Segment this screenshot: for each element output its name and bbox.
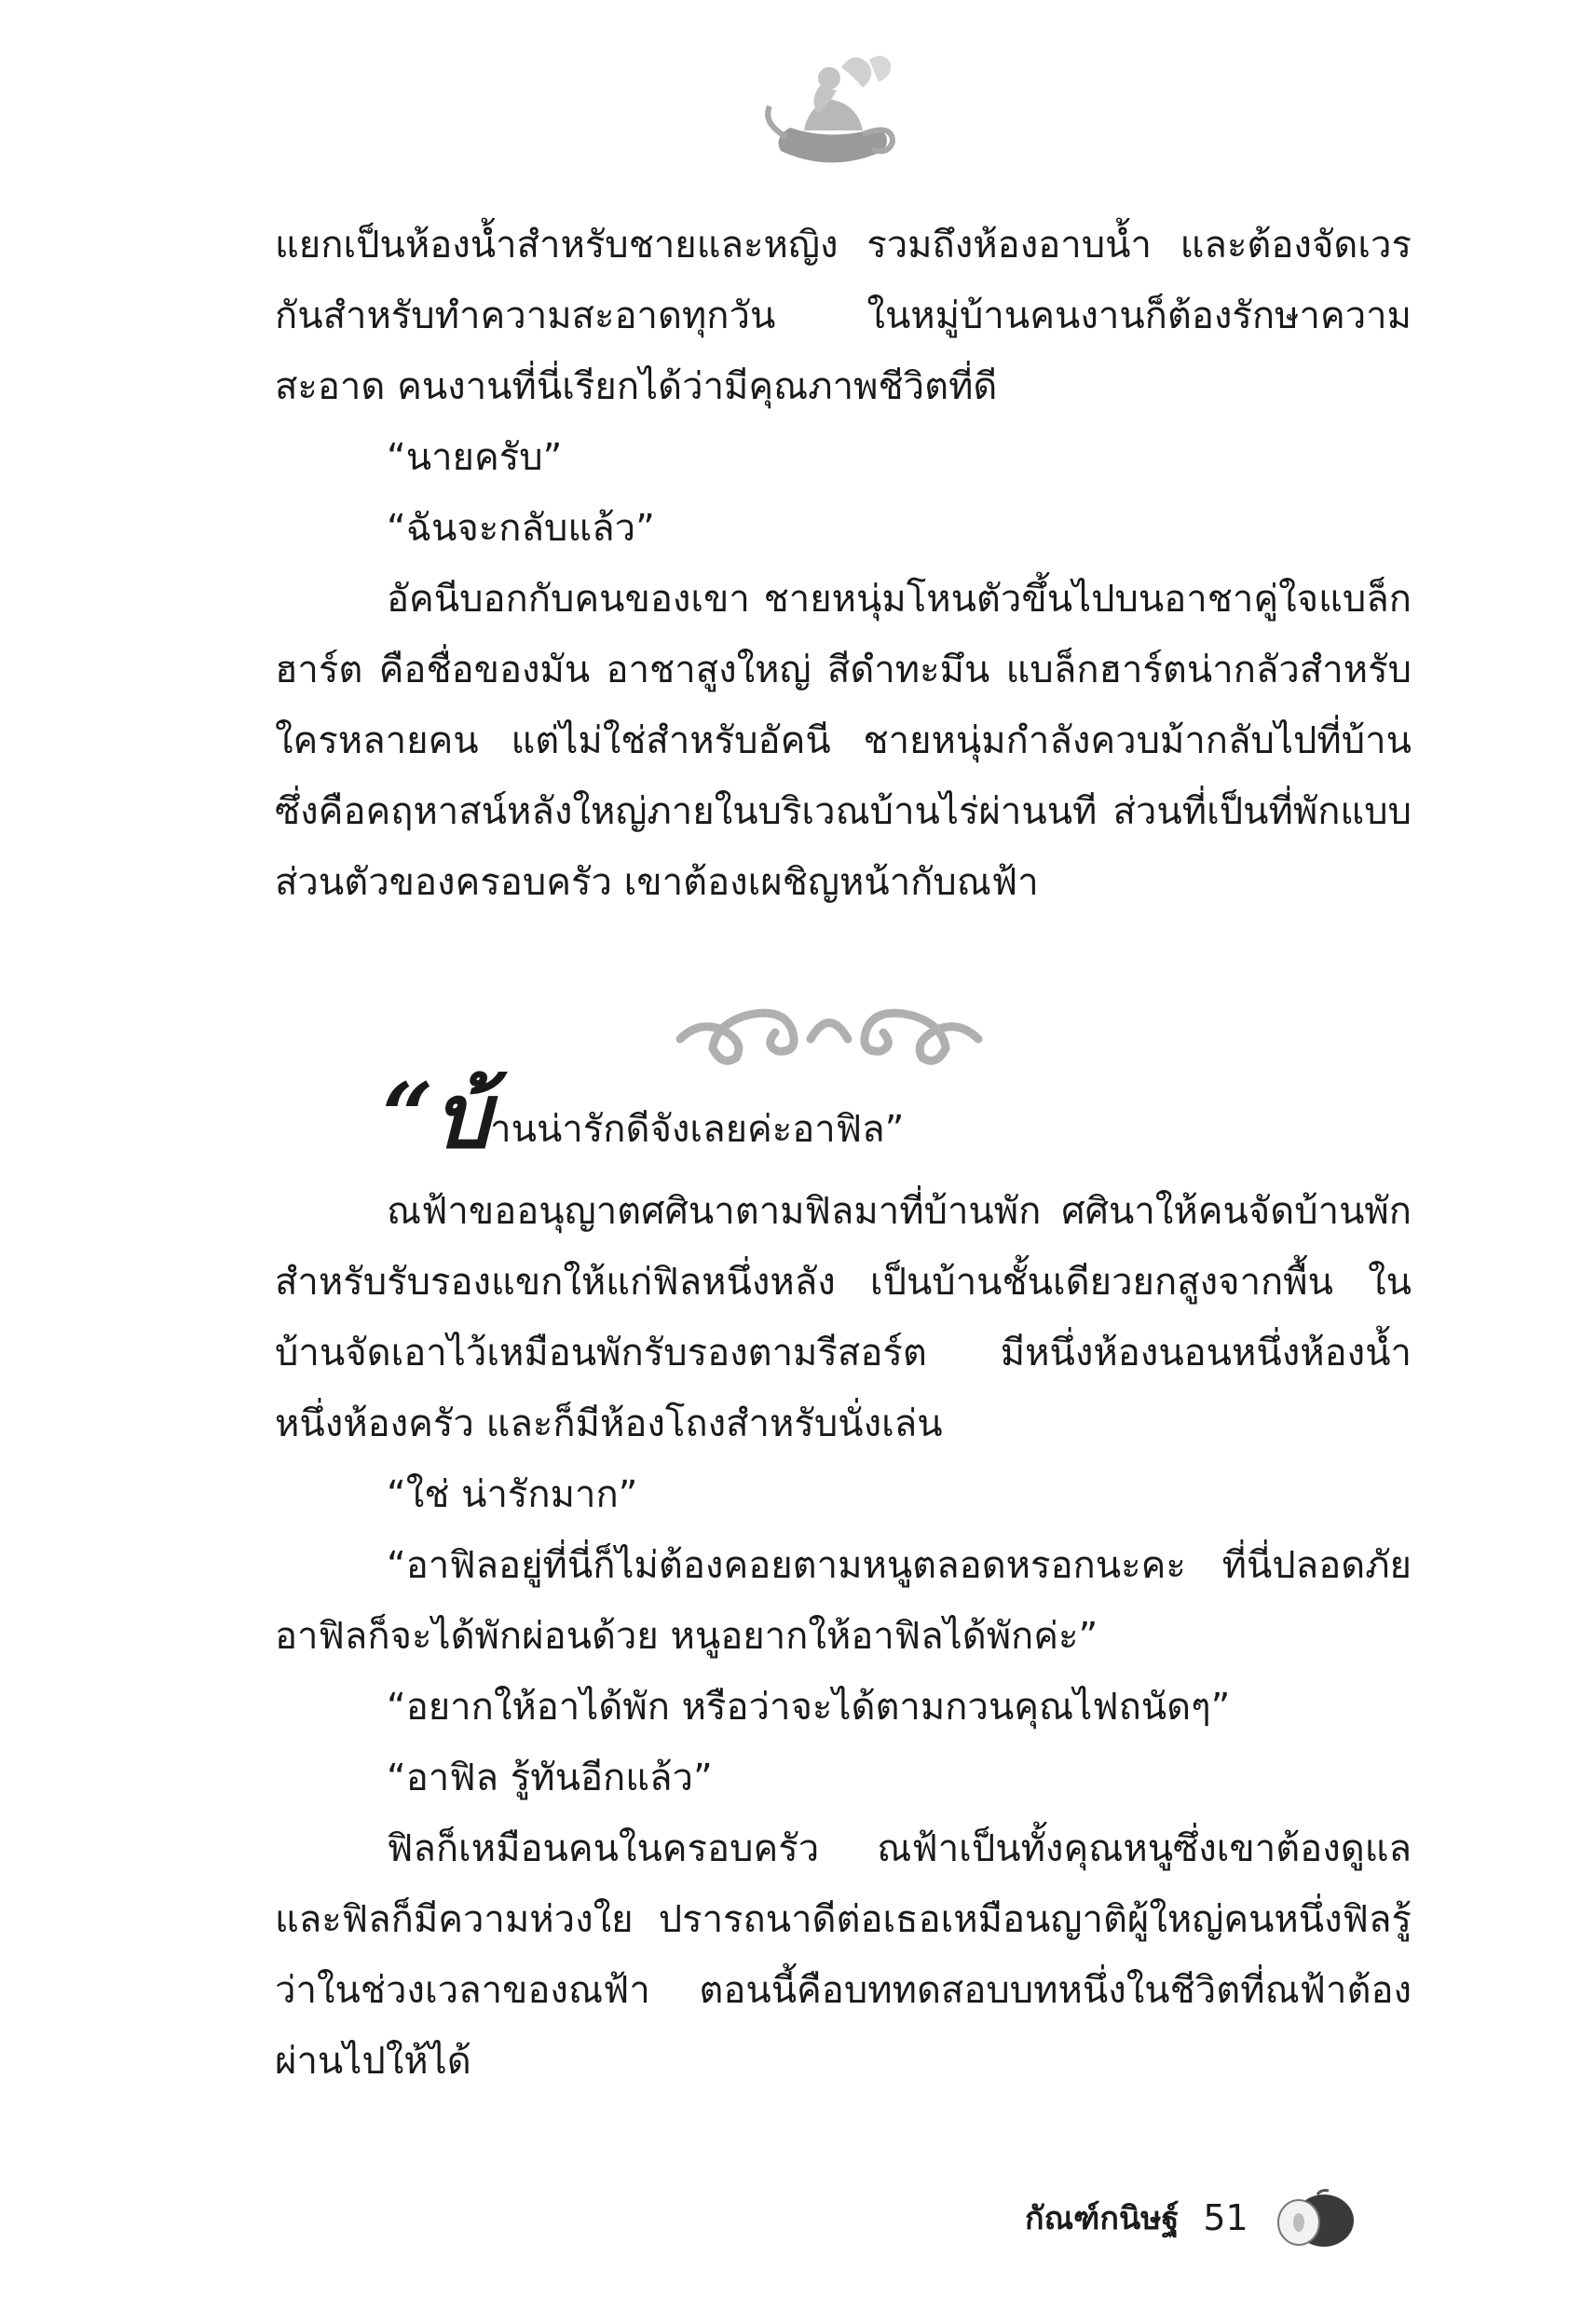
paragraph: “อาฟิล รู้ทันอีกแล้ว”: [387, 1757, 713, 1799]
paragraph: “ฉันจะกลับแล้ว”: [387, 507, 655, 550]
page-number: 51: [1203, 2197, 1248, 2238]
paragraph: “ใช่ น่ารักมาก”: [387, 1473, 638, 1516]
book-title: กัณฑ์กนิษฐ์: [1025, 2200, 1180, 2237]
paragraph: “อาฟิลอยู่ที่นี่ก็ไม่ต้องคอยตามหนูตลอดหรอกนะคะ ที่นี่ปลอดภัยอาฟิลก็จะได้พักผ่อนด้วย หนูอยากให้อาฟิลได้พักค่ะ”: [275, 1544, 1412, 1658]
paragraph: แยกเป็นห้องน้ำสำหรับชายและหญิง รวมถึงห้องอาบน้ำ และต้องจัดเวรกันสำหรับทำความสะอาดทุกวัน ในหมู่บ้านคนงานก็ต้องรักษาความสะอาด คนงานที่นี่เรียกได้ว่ามีคุณภาพชีวิตที่ดี: [275, 224, 1412, 408]
opening-text: านน่ารักดีจังเลยค่ะอาฟิล”: [490, 1108, 905, 1151]
paragraph: ณฟ้าขออนุญาตศศินาตามฟิลมาที่บ้านพัก ศศินาให้คนจัดบ้านพักสำหรับรับรองแขกให้แก่ฟิลหนึ่งหลัง เป็นบ้านชั้นเดียวยกสูงจากพื้น ในบ้านจัดเอาไว้เหมือนพักรับรองตามรีสอร์ต มีหนึ่งห้องนอนหนึ่งห้องน้ำ หนึ่งห้องครัว และก็มีห้องโถงสำหรับนั่งเล่น: [275, 1190, 1412, 1445]
paragraph: ฟิลก็เหมือนคนในครอบครัว ณฟ้าเป็นทั้งคุณหนูซึ่งเขาต้องดูแลและฟิลก็มีความห่วงใย ปรารถนาดีต่อเธอเหมือนญาติผู้ใหญ่คนหนึ่งฟิลรู้ว่าในช่วงเวลาของณฟ้า ตอนนี้คือบททดสอบบทหนึ่งในชีวิตที่ณฟ้าต้องผ่านไปให้ได้: [275, 1827, 1412, 2083]
drop-cap: “บ้: [382, 1063, 491, 1169]
flourish-divider-icon: [671, 988, 988, 1072]
chapter-opening-line: [382, 1063, 905, 1176]
text-section-1: [275, 210, 1412, 918]
paragraph: “อยากให้อาได้พัก หรือว่าจะได้ตามกวนคุณไฟถนัดๆ”: [387, 1686, 1231, 1729]
page-footer: [1025, 2181, 1357, 2255]
apple-icon: [1273, 2185, 1357, 2250]
paragraph: อัคนีบอกกับคนของเขา ชายหนุ่มโหนตัวขึ้นไปบนอาชาคู่ใจแบล็กฮาร์ต คือชื่อของมัน อาชาสูงใหญ่ สีดำทะมึน แบล็กฮาร์ตน่ากลัวสำหรับใครหลายคน แต่ไม่ใช่สำหรับอัคนี ชายหนุ่มกำลังควบม้ากลับไปที่บ้าน ซึ่งคือคฤหาสน์หลังใหญ่ภายในบริเวณบ้านไร่ผ่านนที ส่วนที่เป็นที่พักแบบส่วนตัวของครอบครัว เขาต้องเผชิญหน้ากับณฟ้า: [275, 578, 1412, 904]
paragraph: “นายครับ”: [387, 436, 563, 479]
text-section-2: [275, 1176, 1412, 2097]
cupid-teapot-icon: [753, 48, 911, 179]
